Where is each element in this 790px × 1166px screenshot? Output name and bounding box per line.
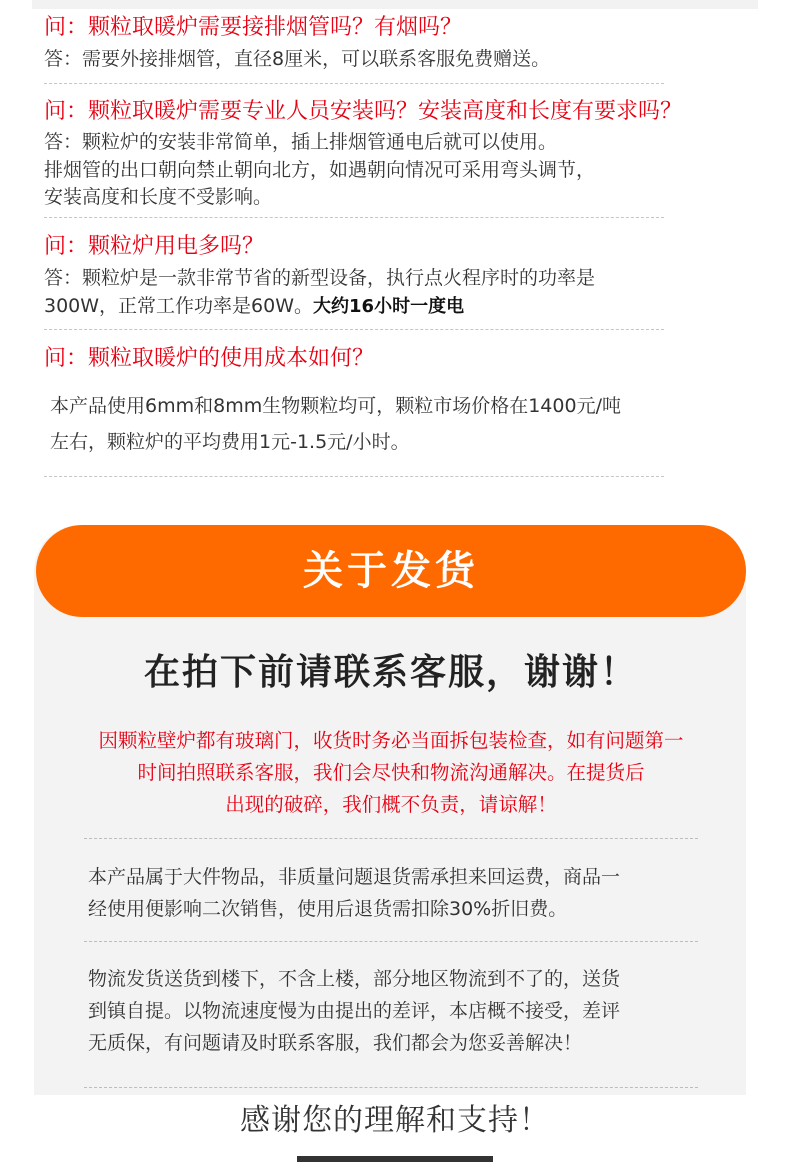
banner-title: 关于发货 [303,548,479,594]
faq-section [0,0,790,520]
return-policy-line-1: 本产品属于大件物品，非质量问题退货需承担来回运费，商品一 [88,866,621,888]
warning-line-2: 时间拍照联系客服，我们会尽快和物流沟通解决。在提货后 [137,761,645,784]
faq-question-2: 问：颗粒取暖炉需要专业人员安装吗？安装高度和长度有要求吗？ [44,99,683,124]
divider [44,83,664,84]
divider [44,476,664,477]
logistics-line-3: 无质保，有问题请及时联系客服，我们都会为您妥善解决！ [88,1032,583,1054]
logistics-line-2: 到镇自提。以物流速度慢为由提出的差评，本店概不接受，差评 [88,1000,621,1022]
faq-answer-2-line-2: 排烟管的出口朝向禁止朝向北方，如遇朝向情况可采用弯头调节， [44,159,596,181]
glass-warning [36,725,746,821]
faq-answer-1-line-1: 答：需要外接排烟管，直径8厘米，可以联系客服免费赠送。 [44,48,551,70]
faq-question-1: 问：颗粒取暖炉需要接排烟管吗？有烟吗？ [44,15,463,40]
faq-answer-4-line-1: 本产品使用6mm和8mm生物颗粒均可，颗粒市场价格在1400元/吨 [50,395,621,417]
warning-line-1: 因颗粒壁炉都有玻璃门，收货时务必当面拆包装检查，如有问题第一 [98,729,684,752]
faq-answer-4-line-2: 左右，颗粒炉的平均费用1元-1.5元/小时。 [50,431,410,453]
faq-answer-3-text: 300W，正常工作功率是60W。 [44,295,314,317]
logistics-line-1: 物流发货送货到楼下，不含上楼，部分地区物流到不了的，送货 [88,968,621,990]
faq-answer-2-line-3: 安装高度和长度不受影响。 [44,186,273,208]
divider [84,838,698,839]
warning-line-3: 出现的破碎，我们概不负责，请谅解！ [225,793,557,816]
faq-answer-3-line-2 [44,291,464,322]
divider [84,1087,698,1088]
shipping-headline: 在拍下前请联系客服，谢谢！ [143,652,638,693]
thanks-underline [297,1156,493,1162]
divider [44,217,664,218]
thanks-message: 感谢您的理解和支持！ [240,1103,550,1138]
shipping-banner [36,525,746,617]
faq-answer-3-line-1: 答：颗粒炉是一款非常节省的新型设备，执行点火程序时的功率是 [44,267,596,289]
faq-answer-2-line-1: 答：颗粒炉的安装非常简单，插上排烟管通电后就可以使用。 [44,131,558,153]
divider [44,329,664,330]
divider [84,941,698,942]
top-divider [32,0,758,9]
faq-answer-3-highlight: 大约16小时一度电 [313,296,465,317]
faq-question-3: 问：颗粒炉用电多吗？ [44,234,265,259]
return-policy-line-2: 经使用便影响二次销售，使用后退货需扣除30%折旧费。 [88,898,568,920]
faq-question-4: 问：颗粒取暖炉的使用成本如何？ [44,346,375,371]
